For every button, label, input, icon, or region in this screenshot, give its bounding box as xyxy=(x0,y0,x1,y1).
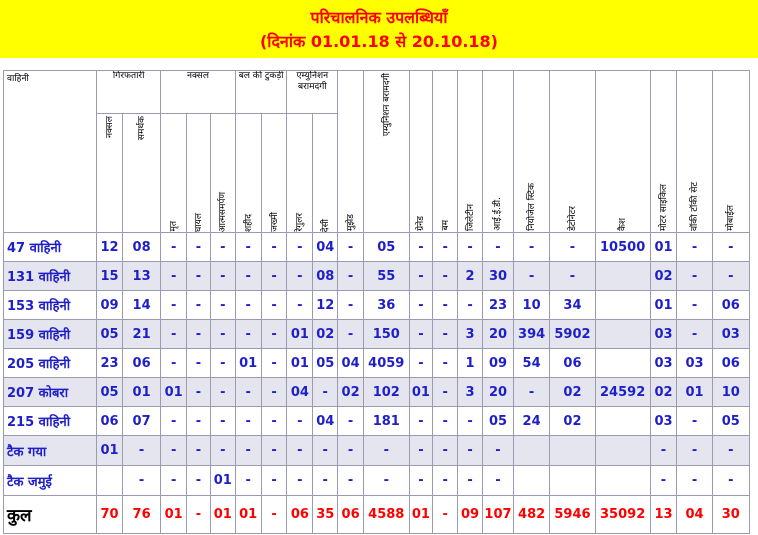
value-cell: 36 xyxy=(364,291,410,320)
header-col: मोटर साइकिल xyxy=(650,71,677,233)
value-cell: - xyxy=(235,291,261,320)
value-cell: - xyxy=(287,466,313,496)
value-cell: - xyxy=(122,436,160,466)
value-cell: 03 xyxy=(712,320,749,349)
value-cell: 04 xyxy=(338,349,364,378)
value-cell: 01 xyxy=(97,436,123,466)
value-cell: - xyxy=(458,436,483,466)
value-cell: - xyxy=(514,378,550,407)
value-cell: - xyxy=(210,349,235,378)
value-cell: 10 xyxy=(712,378,749,407)
value-cell: 01 xyxy=(161,496,187,534)
table-row xyxy=(4,407,750,436)
value-cell: - xyxy=(409,349,433,378)
value-cell: 30 xyxy=(712,496,749,534)
value-cell: 5946 xyxy=(550,496,596,534)
value-cell: 06 xyxy=(122,349,160,378)
value-cell: 03 xyxy=(650,349,677,378)
value-cell: 482 xyxy=(514,496,550,534)
value-cell xyxy=(97,466,123,496)
value-cell: 06 xyxy=(287,496,313,534)
operations-table xyxy=(3,70,750,534)
header-col: एम्युनिशन बरामदगी xyxy=(364,71,410,233)
value-cell: 07 xyxy=(122,407,160,436)
value-cell: - xyxy=(482,436,513,466)
header-col: वॉकी टॉकी सेट xyxy=(677,71,712,233)
value-cell: 05 xyxy=(313,349,338,378)
value-cell: - xyxy=(482,233,513,262)
value-cell: - xyxy=(287,407,313,436)
value-cell: - xyxy=(313,436,338,466)
value-cell: - xyxy=(261,407,287,436)
value-cell: 20 xyxy=(482,320,513,349)
value-cell: - xyxy=(210,262,235,291)
value-cell: - xyxy=(338,436,364,466)
value-cell: - xyxy=(187,496,211,534)
total-row xyxy=(4,496,750,534)
unit-cell: 159 वाहिनी xyxy=(4,320,97,349)
value-cell: 01 xyxy=(235,349,261,378)
value-cell xyxy=(550,466,596,496)
header-col: बम xyxy=(433,71,458,233)
page-title: परिचालनिक उपलब्धियॉं xyxy=(310,8,448,27)
value-cell: 05 xyxy=(482,407,513,436)
value-cell: - xyxy=(313,466,338,496)
value-cell: 09 xyxy=(97,291,123,320)
value-cell: 04 xyxy=(677,496,712,534)
value-cell: - xyxy=(458,291,483,320)
unit-cell: 205 वाहिनी xyxy=(4,349,97,378)
value-cell: 2 xyxy=(458,262,483,291)
header-col: मृत xyxy=(161,114,187,233)
value-cell: - xyxy=(677,233,712,262)
value-cell: - xyxy=(261,262,287,291)
unit-cell: 131 वाहिनी xyxy=(4,262,97,291)
value-cell: 24 xyxy=(514,407,550,436)
value-cell: - xyxy=(677,466,712,496)
table-row xyxy=(4,320,750,349)
value-cell: - xyxy=(261,496,287,534)
value-cell: - xyxy=(210,436,235,466)
value-cell xyxy=(595,291,650,320)
value-cell: 34 xyxy=(550,291,596,320)
value-cell: 01 xyxy=(235,496,261,534)
header-col: डेटोनेटर xyxy=(550,71,596,233)
value-cell: 06 xyxy=(338,496,364,534)
value-cell: - xyxy=(409,320,433,349)
value-cell: - xyxy=(712,436,749,466)
value-cell: - xyxy=(409,436,433,466)
value-cell: 15 xyxy=(97,262,123,291)
value-cell: 05 xyxy=(97,320,123,349)
value-cell: - xyxy=(550,262,596,291)
value-cell: - xyxy=(187,233,211,262)
value-cell: 08 xyxy=(122,233,160,262)
value-cell: - xyxy=(122,466,160,496)
value-cell: 13 xyxy=(650,496,677,534)
value-cell: - xyxy=(187,262,211,291)
value-cell: - xyxy=(712,262,749,291)
value-cell: - xyxy=(433,378,458,407)
value-cell: - xyxy=(677,407,712,436)
unit-cell: टैक गया xyxy=(4,436,97,466)
value-cell: - xyxy=(650,436,677,466)
value-cell: 4059 xyxy=(364,349,410,378)
value-cell: - xyxy=(433,436,458,466)
value-cell: - xyxy=(187,320,211,349)
value-cell: 03 xyxy=(650,407,677,436)
value-cell xyxy=(514,466,550,496)
header-col: ग्रेनेड xyxy=(409,71,433,233)
value-cell: - xyxy=(677,291,712,320)
value-cell: 01 xyxy=(161,378,187,407)
value-cell: 03 xyxy=(650,320,677,349)
header-col: देसी xyxy=(313,114,338,233)
value-cell: 01 xyxy=(409,496,433,534)
header-col: नियोजेल स्टिक xyxy=(514,71,550,233)
value-cell: 55 xyxy=(364,262,410,291)
value-cell: 4588 xyxy=(364,496,410,534)
value-cell: - xyxy=(338,233,364,262)
value-cell: - xyxy=(261,378,287,407)
value-cell: 10 xyxy=(514,291,550,320)
value-cell: 02 xyxy=(550,407,596,436)
value-cell: - xyxy=(161,262,187,291)
value-cell: 08 xyxy=(313,262,338,291)
table-row xyxy=(4,262,750,291)
header-col: जिलेटीन xyxy=(458,71,483,233)
value-cell: - xyxy=(161,349,187,378)
value-cell xyxy=(595,407,650,436)
value-cell: - xyxy=(235,407,261,436)
value-cell: - xyxy=(433,466,458,496)
value-cell: - xyxy=(433,496,458,534)
value-cell: 23 xyxy=(482,291,513,320)
value-cell: 06 xyxy=(712,291,749,320)
value-cell xyxy=(595,349,650,378)
page-subtitle: (दिनांक 01.01.18 से 20.10.18) xyxy=(259,32,498,51)
value-cell: - xyxy=(161,320,187,349)
value-cell: - xyxy=(235,436,261,466)
value-cell: - xyxy=(433,291,458,320)
value-cell xyxy=(595,262,650,291)
header-col: समर्थक xyxy=(122,114,160,233)
table-row xyxy=(4,291,750,320)
value-cell: - xyxy=(261,320,287,349)
value-cell: 20 xyxy=(482,378,513,407)
header-col: शहीद xyxy=(235,114,261,233)
value-cell: 10500 xyxy=(595,233,650,262)
value-cell: - xyxy=(458,407,483,436)
value-cell: - xyxy=(210,291,235,320)
header-col: मुझेड xyxy=(338,71,364,233)
value-cell: 02 xyxy=(550,378,596,407)
value-cell: - xyxy=(677,436,712,466)
value-cell: 05 xyxy=(97,378,123,407)
header-col: मोबाईल xyxy=(712,71,749,233)
value-cell: - xyxy=(712,466,749,496)
value-cell: 01 xyxy=(650,291,677,320)
value-cell: - xyxy=(458,466,483,496)
value-cell: - xyxy=(409,291,433,320)
value-cell: 02 xyxy=(650,262,677,291)
value-cell: - xyxy=(433,233,458,262)
value-cell: 181 xyxy=(364,407,410,436)
value-cell: - xyxy=(338,291,364,320)
value-cell: - xyxy=(235,378,261,407)
value-cell: - xyxy=(210,233,235,262)
value-cell: - xyxy=(514,233,550,262)
value-cell: - xyxy=(161,466,187,496)
value-cell: - xyxy=(364,436,410,466)
value-cell: 54 xyxy=(514,349,550,378)
value-cell: 02 xyxy=(338,378,364,407)
value-cell: 06 xyxy=(550,349,596,378)
value-cell: - xyxy=(409,233,433,262)
header-naxal: नक्सल xyxy=(161,71,236,114)
value-cell: - xyxy=(187,349,211,378)
value-cell: 09 xyxy=(482,349,513,378)
header-force-loss: बल की टुकड़ी xyxy=(235,71,287,114)
value-cell: - xyxy=(313,378,338,407)
value-cell: 01 xyxy=(287,349,313,378)
value-cell: - xyxy=(161,436,187,466)
value-cell: - xyxy=(210,320,235,349)
value-cell: 01 xyxy=(210,496,235,534)
unit-cell: कुल xyxy=(4,496,97,534)
value-cell: 05 xyxy=(364,233,410,262)
header-col: नक्सल xyxy=(97,114,123,233)
value-cell: 5902 xyxy=(550,320,596,349)
value-cell: 35 xyxy=(313,496,338,534)
value-cell: - xyxy=(677,262,712,291)
value-cell: - xyxy=(433,407,458,436)
value-cell: 30 xyxy=(482,262,513,291)
value-cell: - xyxy=(409,407,433,436)
unit-cell: 215 वाहिनी xyxy=(4,407,97,436)
value-cell: 02 xyxy=(313,320,338,349)
value-cell: - xyxy=(187,378,211,407)
value-cell: - xyxy=(433,320,458,349)
value-cell: 01 xyxy=(409,378,433,407)
value-cell: 03 xyxy=(677,349,712,378)
table-row xyxy=(4,233,750,262)
header-ammo-recovered: एम्युनिशन बरामदगी xyxy=(287,71,338,114)
value-cell: - xyxy=(261,291,287,320)
header-arrests: गिरफतारी xyxy=(97,71,161,114)
value-cell: - xyxy=(712,233,749,262)
value-cell: 3 xyxy=(458,378,483,407)
value-cell: - xyxy=(458,233,483,262)
value-cell: 01 xyxy=(677,378,712,407)
value-cell: - xyxy=(364,466,410,496)
value-cell: 09 xyxy=(458,496,483,534)
table-row xyxy=(4,349,750,378)
value-cell: - xyxy=(409,262,433,291)
value-cell: - xyxy=(338,407,364,436)
value-cell: - xyxy=(161,407,187,436)
value-cell: 107 xyxy=(482,496,513,534)
unit-cell: 153 वाहिनी xyxy=(4,291,97,320)
value-cell: - xyxy=(287,291,313,320)
value-cell: 14 xyxy=(122,291,160,320)
value-cell: - xyxy=(287,436,313,466)
value-cell: - xyxy=(338,466,364,496)
value-cell: - xyxy=(287,233,313,262)
value-cell: 13 xyxy=(122,262,160,291)
value-cell: 70 xyxy=(97,496,123,534)
header-col: जख्मी xyxy=(261,114,287,233)
value-cell: - xyxy=(235,466,261,496)
value-cell: - xyxy=(433,349,458,378)
value-cell: 24592 xyxy=(595,378,650,407)
value-cell: 76 xyxy=(122,496,160,534)
value-cell xyxy=(595,320,650,349)
table-row xyxy=(4,466,750,496)
header-col: रेगुलर xyxy=(287,114,313,233)
value-cell: - xyxy=(187,466,211,496)
value-cell: 3 xyxy=(458,320,483,349)
value-cell: - xyxy=(235,320,261,349)
value-cell: - xyxy=(261,466,287,496)
table-row xyxy=(4,436,750,466)
value-cell: - xyxy=(482,466,513,496)
value-cell: - xyxy=(650,466,677,496)
value-cell: 06 xyxy=(712,349,749,378)
value-cell: - xyxy=(514,262,550,291)
value-cell: 04 xyxy=(313,407,338,436)
value-cell: 21 xyxy=(122,320,160,349)
value-cell: 35092 xyxy=(595,496,650,534)
value-cell: - xyxy=(187,291,211,320)
value-cell: - xyxy=(235,233,261,262)
value-cell: 02 xyxy=(650,378,677,407)
value-cell: 01 xyxy=(650,233,677,262)
value-cell: 01 xyxy=(210,466,235,496)
value-cell: - xyxy=(210,407,235,436)
value-cell: - xyxy=(235,262,261,291)
value-cell: - xyxy=(161,233,187,262)
value-cell: 05 xyxy=(712,407,749,436)
value-cell: 12 xyxy=(313,291,338,320)
value-cell: - xyxy=(287,262,313,291)
value-cell: - xyxy=(433,262,458,291)
value-cell: 23 xyxy=(97,349,123,378)
value-cell: 04 xyxy=(287,378,313,407)
value-cell: 1 xyxy=(458,349,483,378)
value-cell: - xyxy=(187,436,211,466)
value-cell: - xyxy=(409,466,433,496)
value-cell: 06 xyxy=(97,407,123,436)
value-cell xyxy=(514,436,550,466)
value-cell xyxy=(550,436,596,466)
unit-cell: 207 कोबरा xyxy=(4,378,97,407)
value-cell: 12 xyxy=(97,233,123,262)
value-cell: - xyxy=(187,407,211,436)
value-cell: 01 xyxy=(122,378,160,407)
value-cell: - xyxy=(550,233,596,262)
value-cell: - xyxy=(261,233,287,262)
value-cell: - xyxy=(261,349,287,378)
value-cell xyxy=(595,436,650,466)
value-cell: - xyxy=(338,262,364,291)
value-cell: - xyxy=(210,378,235,407)
value-cell: - xyxy=(161,291,187,320)
value-cell xyxy=(595,466,650,496)
header-col: घायल xyxy=(187,114,211,233)
header-unit: वाहिनी xyxy=(4,71,97,233)
unit-cell: टैक जमुई xyxy=(4,466,97,496)
header-col: आई.ई.डी. xyxy=(482,71,513,233)
value-cell: 394 xyxy=(514,320,550,349)
value-cell: - xyxy=(338,320,364,349)
header-col: आत्मसमर्पण xyxy=(210,114,235,233)
value-cell: 150 xyxy=(364,320,410,349)
value-cell: 04 xyxy=(313,233,338,262)
header-col: कैश xyxy=(595,71,650,233)
value-cell: 102 xyxy=(364,378,410,407)
value-cell: 01 xyxy=(287,320,313,349)
value-cell: - xyxy=(677,320,712,349)
unit-cell: 47 वाहिनी xyxy=(4,233,97,262)
value-cell: - xyxy=(261,436,287,466)
table-row xyxy=(4,378,750,407)
